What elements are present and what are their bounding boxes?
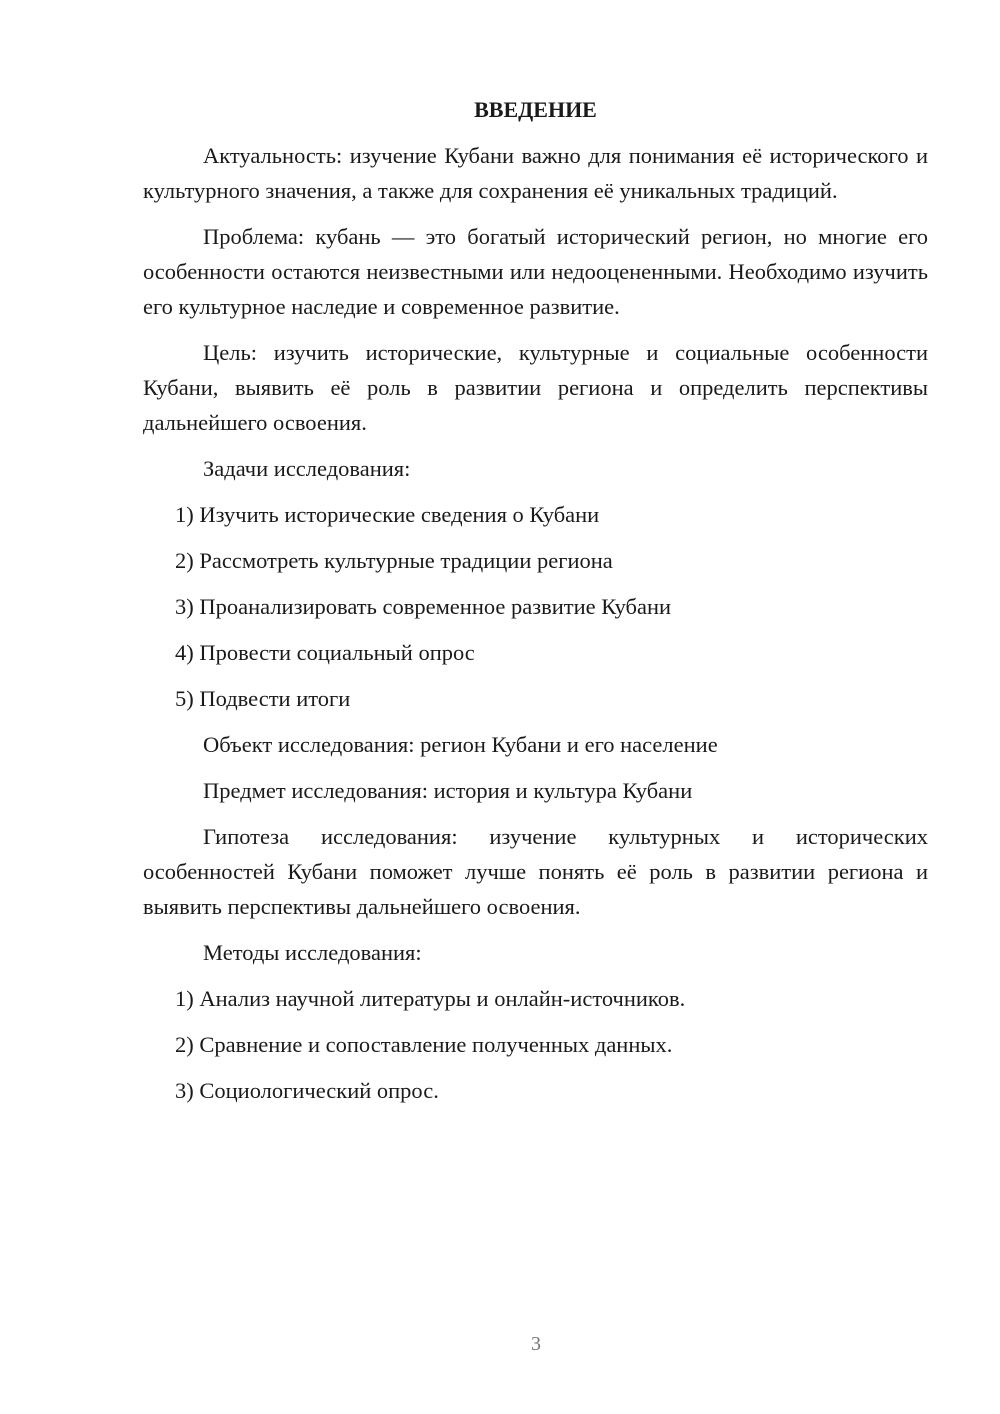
problem-paragraph: Проблема: кубань — это богатый исторический регион, но многие его особенности остаются неизвестными или недооцененными. Необходимо изучить его культурное наследие и современное развитие.	[143, 224, 928, 319]
relevance-paragraph: Актуальность: изучение Кубани важно для понимания её исторического и культурного значения, а также для сохранения её уникальных традиций.	[143, 143, 928, 203]
task-item: 5) Подвести итоги	[175, 686, 351, 711]
goal-paragraph: Цель: изучить исторические, культурные и социальные особенности Кубани, выявить её роль в развитии региона и определить перспективы дальнейшего освоения.	[143, 340, 928, 435]
document-body	[143, 92, 928, 1119]
method-item: 3) Социологический опрос.	[175, 1078, 439, 1103]
object-paragraph: Объект исследования: регион Кубани и его население	[203, 732, 718, 757]
tasks-title: Задачи исследования:	[203, 456, 411, 481]
page-number: 3	[531, 1333, 541, 1355]
hypothesis-paragraph: Гипотеза исследования: изучение культурных и исторических особенностей Кубани поможет лучше понять её роль в развитии региона и выявить перспективы дальнейшего освоения.	[143, 824, 928, 919]
task-item: 2) Рассмотреть культурные традиции региона	[175, 548, 613, 573]
method-item: 2) Сравнение и сопоставление полученных данных.	[175, 1032, 673, 1057]
methods-title: Методы исследования:	[203, 940, 422, 965]
task-item: 1) Изучить исторические сведения о Кубани	[175, 502, 600, 527]
method-item: 1) Анализ научной литературы и онлайн-источников.	[175, 986, 686, 1011]
task-item: 4) Провести социальный опрос	[175, 640, 475, 665]
subject-paragraph: Предмет исследования: история и культура Кубани	[203, 778, 693, 803]
task-item: 3) Проанализировать современное развитие Кубани	[175, 594, 672, 619]
section-heading: ВВЕДЕНИЕ	[474, 97, 597, 122]
